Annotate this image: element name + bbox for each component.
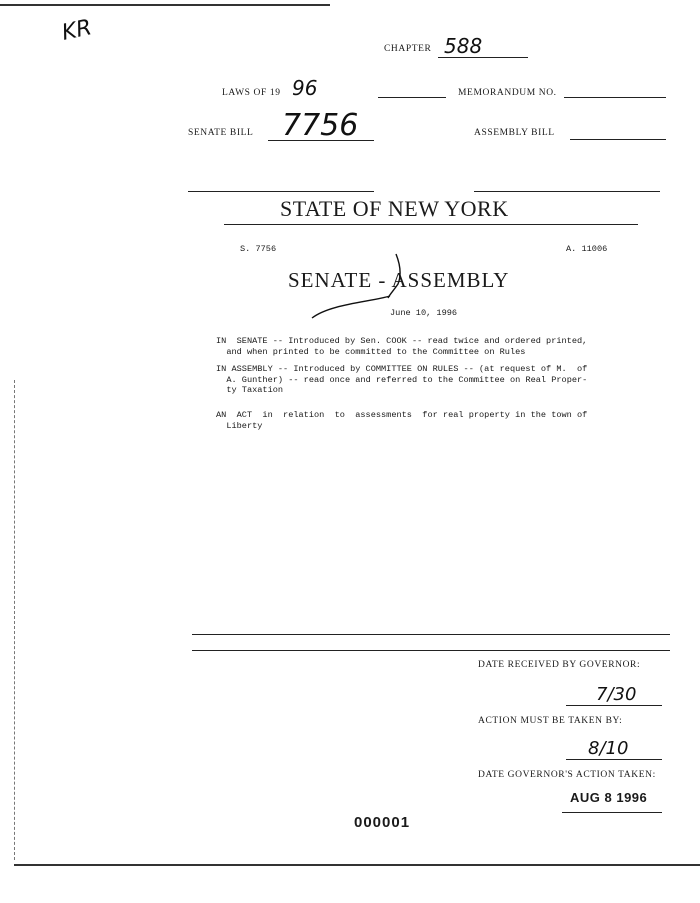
senate-introduction-text: IN SENATE -- Introduced by Sen. COOK -- read twice and ordered printed, and when printed to be committed to the Committee on Rules [216,336,588,357]
assembly-bill-line [570,139,666,140]
bill-date: June 10, 1996 [390,308,458,318]
senate-bill-number: S. 7756 [240,244,277,254]
chamber-title: SENATE - ASSEMBLY [288,268,510,292]
action-taken-label: DATE GOVERNOR'S ACTION TAKEN: [478,770,656,780]
separator-right [474,191,660,192]
assembly-bill-number: A. 11006 [566,244,608,254]
assembly-bill-label: ASSEMBLY BILL [474,128,555,138]
laws-blank-line [378,97,446,98]
action-deadline-value: 8/10 [588,738,629,759]
bottom-edge-line [14,864,700,866]
act-description-text: AN ACT in relation to assessments for real property in the town of Liberty [216,410,588,431]
memorandum-line [564,97,666,98]
action-deadline-line [566,759,662,760]
memorandum-label: MEMORANDUM NO. [458,88,557,98]
chapter-label: CHAPTER [384,44,432,54]
corner-initials: KR [59,15,94,46]
left-edge-line [14,380,15,860]
date-received-label: DATE RECEIVED BY GOVERNOR: [478,660,641,670]
chapter-underline [438,57,528,58]
senate-bill-value: 7756 [282,108,359,143]
action-taken-stamp: AUG 8 1996 [570,790,648,805]
page-number: 000001 [354,814,411,831]
state-title: STATE OF NEW YORK [280,196,509,221]
lower-rule-top [192,634,670,635]
action-taken-line [562,812,662,813]
laws-label: LAWS OF 19 [222,88,281,98]
action-deadline-label: ACTION MUST BE TAKEN BY: [478,716,623,726]
laws-year-value: 96 [292,76,318,100]
state-title-rule [224,224,638,225]
senate-bill-label: SENATE BILL [188,128,254,138]
date-received-line [566,705,662,706]
top-edge-line [0,4,330,6]
separator-left [188,191,374,192]
senate-bill-underline [268,140,374,141]
chapter-value: 588 [444,34,483,58]
assembly-introduction-text: IN ASSEMBLY -- Introduced by COMMITTEE ON RULES -- (at request of M. of A. Gunther) -- read once and referred to the Committee on Real Proper- ty Taxation [216,364,588,395]
date-received-value: 7/30 [596,684,637,705]
lower-rule-bottom [192,650,670,651]
